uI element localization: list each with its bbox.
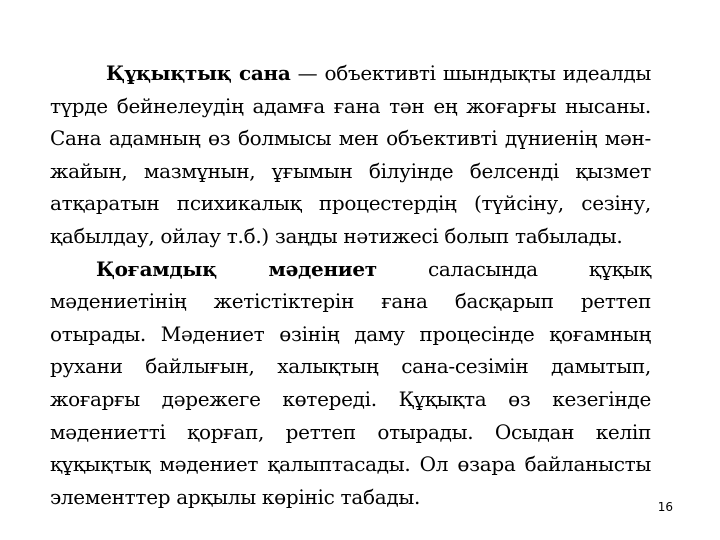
term-legal-consciousness: Құқықтық сана (106, 61, 291, 85)
paragraph-legal-consciousness (50, 57, 651, 253)
page-number: 16 (657, 500, 673, 514)
paragraph-social-culture (50, 253, 651, 514)
paragraph-legal-consciousness-text: — объективті шындықты идеалды түрде бейнелеудің адамға ғана тән ең жоғарғы нысаны. Сана адамның өз болмысы мен объективті дүниенің мән-жайын, мазмұнын, ұғымын білуінде белсенді қызмет атқаратын психикалық процестердің (түйсіну, сезіну, қабылдау, ойлау т.б.) заңды нәтижесі болып табылады. (50, 61, 651, 248)
text-block (50, 57, 651, 513)
paragraph-social-culture-text: саласында құқық мәдениетінің жетістіктерін ғана басқарып реттеп отырады. Мәдениет өзінің даму процесінде қоғамның рухани байлығын, халықтың сана-сезімін дамытып, жоғарғы дәрежеге көтереді. Құқықта өз кезегінде мәдениетті қорғап, реттеп отырады. Осыдан келіп құқықтық мәдениет қалыптасады. Ол өзара байланысты элементтер арқылы көрініс табады. (50, 256, 651, 509)
term-social-culture: Қоғамдық мәдениет (96, 256, 377, 281)
